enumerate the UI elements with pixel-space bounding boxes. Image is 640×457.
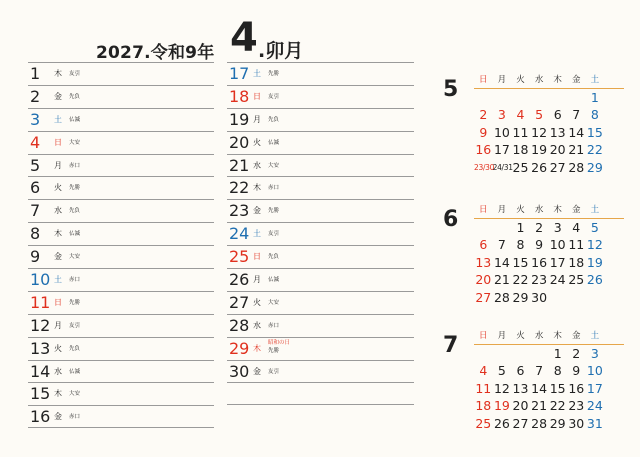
mini-day: 8 bbox=[590, 107, 599, 123]
day-number: 2 bbox=[30, 86, 41, 106]
mini-day: 1 bbox=[516, 220, 525, 235]
day-row bbox=[28, 268, 214, 291]
rokuyo-label: 赤口 bbox=[69, 162, 81, 169]
rokuyo-label: 友引 bbox=[268, 93, 280, 100]
mini-day bbox=[548, 289, 567, 306]
weekday-header-cell: 日 bbox=[479, 75, 488, 85]
mini-day bbox=[493, 345, 512, 362]
mini-day: 28 bbox=[568, 159, 585, 175]
mini-day: 21 bbox=[531, 398, 548, 414]
day-row bbox=[28, 337, 214, 360]
weekday-label: 金 bbox=[253, 206, 261, 216]
day-row bbox=[227, 62, 414, 85]
mini-day: 6 bbox=[479, 237, 488, 253]
mini-day: 4 bbox=[479, 363, 488, 379]
mini-day bbox=[530, 89, 549, 106]
weekday-header-cell: 月 bbox=[497, 205, 507, 215]
mini-day: 22 bbox=[549, 398, 566, 414]
mini-day bbox=[567, 89, 586, 106]
mini-day: 20 bbox=[512, 398, 529, 414]
mini-day: 17 bbox=[493, 142, 510, 158]
day-row bbox=[227, 176, 414, 199]
mini-grid bbox=[474, 330, 624, 432]
mini-week bbox=[474, 159, 624, 176]
mini-day bbox=[511, 89, 530, 106]
day-number: 4 bbox=[30, 132, 41, 152]
mini-day: 22 bbox=[586, 142, 603, 158]
mini-week bbox=[474, 236, 624, 253]
mini-day: 9 bbox=[572, 363, 581, 379]
mini-day: 24/31 bbox=[492, 162, 513, 172]
weekday-label: 木 bbox=[54, 229, 62, 239]
mini-day: 16 bbox=[568, 380, 585, 396]
mini-day: 2 bbox=[535, 220, 544, 235]
weekday-label: 火 bbox=[253, 137, 261, 147]
weekday-header-cell: 土 bbox=[590, 331, 600, 341]
weekday-label: 水 bbox=[54, 206, 62, 216]
day-number: 17 bbox=[229, 64, 250, 83]
weekday-label: 月 bbox=[253, 114, 261, 124]
mini-week bbox=[474, 271, 624, 288]
rokuyo-label: 大安 bbox=[69, 139, 81, 146]
weekday-label: 火 bbox=[54, 343, 62, 353]
mini-week bbox=[474, 397, 624, 414]
mini-day: 27 bbox=[475, 289, 492, 305]
day-list-left bbox=[28, 62, 214, 428]
weekday-label: 土 bbox=[54, 114, 62, 124]
day-number: 22 bbox=[229, 178, 250, 198]
mini-day: 30 bbox=[568, 415, 585, 431]
mini-day: 2 bbox=[479, 107, 488, 123]
mini-day: 29 bbox=[549, 415, 566, 431]
rokuyo-label: 仏滅 bbox=[268, 139, 280, 146]
rokuyo-label: 先負 bbox=[268, 116, 280, 123]
mini-day: 10 bbox=[549, 237, 566, 253]
day-number: 8 bbox=[30, 224, 41, 244]
weekday-header-cell: 月 bbox=[497, 75, 507, 85]
weekday-header-cell: 火 bbox=[516, 331, 525, 341]
rokuyo-label: 友引 bbox=[69, 71, 81, 77]
weekday-header bbox=[474, 74, 624, 89]
rokuyo-label: 友引 bbox=[69, 322, 81, 329]
weekday-header-cell: 木 bbox=[553, 331, 562, 341]
mini-week bbox=[474, 362, 624, 379]
mini-day: 27 bbox=[549, 159, 566, 175]
weekday-label: 金 bbox=[54, 91, 62, 101]
day-row bbox=[28, 154, 214, 177]
mini-day bbox=[586, 289, 605, 306]
weekday-header-cell: 水 bbox=[534, 331, 544, 341]
mini-week bbox=[474, 415, 624, 432]
weekday-label: 木 bbox=[253, 343, 261, 353]
mini-calendar-6 bbox=[440, 204, 610, 314]
mini-day: 9 bbox=[479, 124, 488, 140]
day-row bbox=[227, 360, 414, 383]
mini-month-number: 6 bbox=[443, 207, 459, 232]
weekday-label: 水 bbox=[253, 320, 261, 330]
mini-day: 4 bbox=[572, 220, 581, 235]
weekday-header-cell: 日 bbox=[479, 331, 488, 341]
day-row bbox=[227, 314, 414, 337]
weekday-label: 金 bbox=[54, 412, 62, 422]
mini-day: 28 bbox=[531, 415, 548, 431]
mini-day bbox=[548, 89, 567, 106]
mini-day: 11 bbox=[512, 124, 529, 140]
rokuyo-label: 先負 bbox=[69, 345, 81, 352]
mini-month-number: 7 bbox=[443, 333, 459, 358]
mini-week bbox=[474, 380, 624, 397]
mini-day bbox=[567, 289, 586, 306]
mini-day: 13 bbox=[549, 124, 566, 140]
mini-day: 26 bbox=[531, 159, 548, 175]
mini-day: 28 bbox=[493, 289, 510, 305]
weekday-label: 月 bbox=[54, 160, 62, 170]
mini-day: 10 bbox=[493, 124, 510, 140]
mini-day: 24 bbox=[586, 398, 603, 414]
day-number: 11 bbox=[30, 292, 51, 312]
mini-grid bbox=[474, 204, 624, 306]
weekday-label: 木 bbox=[54, 389, 62, 399]
mini-day bbox=[493, 89, 512, 106]
day-number: 15 bbox=[30, 384, 51, 404]
day-number: 21 bbox=[229, 155, 250, 175]
day-number: 18 bbox=[229, 86, 250, 106]
mini-day: 3 bbox=[590, 346, 599, 361]
mini-day: 16 bbox=[475, 142, 492, 158]
day-row bbox=[28, 382, 214, 405]
mini-day: 11 bbox=[475, 380, 492, 396]
weekday-header-cell: 金 bbox=[572, 205, 581, 215]
mini-day: 29 bbox=[586, 159, 603, 175]
day-number: 9 bbox=[30, 247, 41, 267]
weekday-label: 土 bbox=[253, 69, 261, 78]
day-number: 10 bbox=[30, 270, 51, 290]
rokuyo-label: 大安 bbox=[69, 391, 81, 398]
empty-row bbox=[227, 382, 414, 405]
mini-day: 10 bbox=[586, 363, 603, 379]
day-number: 3 bbox=[30, 109, 41, 129]
rokuyo-label: 赤口 bbox=[268, 322, 280, 329]
mini-day: 21 bbox=[493, 272, 510, 288]
weekday-header-cell: 金 bbox=[572, 331, 581, 341]
rokuyo-label: 先負 bbox=[268, 254, 280, 261]
mini-day: 19 bbox=[586, 254, 603, 270]
rokuyo-label: 先負 bbox=[69, 93, 81, 100]
day-list-right bbox=[227, 62, 414, 405]
mini-day: 13 bbox=[475, 254, 492, 270]
mini-day: 18 bbox=[475, 398, 492, 414]
holiday-label: 昭和の日 bbox=[268, 339, 291, 346]
mini-day: 17 bbox=[586, 380, 603, 396]
weekday-header-cell: 月 bbox=[497, 331, 507, 341]
rokuyo-label: 仏滅 bbox=[268, 277, 280, 284]
day-row bbox=[28, 222, 214, 245]
rokuyo-label: 仏滅 bbox=[69, 116, 81, 123]
mini-week bbox=[474, 219, 624, 236]
day-row bbox=[227, 291, 414, 314]
mini-week bbox=[474, 254, 624, 271]
mini-day: 2 bbox=[572, 346, 581, 361]
day-number: 19 bbox=[229, 109, 250, 129]
mini-month-number: 5 bbox=[443, 77, 459, 102]
day-row bbox=[227, 337, 414, 360]
mini-day: 23 bbox=[568, 398, 585, 414]
day-row bbox=[227, 268, 414, 291]
mini-day: 18 bbox=[568, 254, 585, 270]
weekday-label: 日 bbox=[54, 137, 62, 147]
rokuyo-label: 赤口 bbox=[268, 185, 280, 192]
mini-day: 4 bbox=[516, 107, 525, 123]
mini-day: 22 bbox=[512, 272, 529, 288]
weekday-header-cell: 火 bbox=[516, 75, 525, 85]
weekday-header-cell: 土 bbox=[590, 205, 600, 215]
mini-day: 20 bbox=[475, 272, 492, 288]
weekday-label: 木 bbox=[253, 183, 261, 193]
mini-day: 25 bbox=[475, 415, 492, 431]
day-row bbox=[227, 108, 414, 131]
weekday-label: 月 bbox=[253, 275, 261, 285]
day-row bbox=[227, 85, 414, 108]
day-row bbox=[227, 154, 414, 177]
day-number: 24 bbox=[229, 224, 250, 244]
day-number: 5 bbox=[30, 155, 41, 175]
mini-day: 3 bbox=[497, 107, 506, 123]
mini-day: 12 bbox=[531, 124, 548, 140]
mini-day: 15 bbox=[586, 124, 603, 140]
day-number: 7 bbox=[30, 201, 41, 221]
mini-day: 26 bbox=[586, 272, 603, 288]
weekday-header-cell: 水 bbox=[534, 205, 544, 215]
mini-day: 3 bbox=[553, 220, 562, 235]
mini-day: 30 bbox=[531, 289, 548, 305]
day-row bbox=[28, 62, 214, 85]
rokuyo-label: 先勝 bbox=[69, 185, 81, 192]
day-number: 25 bbox=[229, 247, 250, 267]
rokuyo-label: 仏滅 bbox=[69, 231, 81, 238]
weekday-header bbox=[474, 204, 624, 219]
mini-day: 19 bbox=[531, 142, 548, 158]
weekday-label: 水 bbox=[253, 160, 261, 170]
mini-day: 7 bbox=[535, 363, 544, 379]
mini-day: 5 bbox=[590, 220, 599, 235]
mini-day: 23/30 bbox=[474, 162, 495, 172]
rokuyo-label: 赤口 bbox=[69, 277, 81, 284]
mini-day: 8 bbox=[553, 363, 562, 379]
rokuyo-label: 友引 bbox=[268, 368, 280, 375]
mini-day: 31 bbox=[586, 415, 603, 431]
mini-day: 1 bbox=[553, 346, 562, 361]
day-row bbox=[28, 176, 214, 199]
mini-day: 1 bbox=[590, 90, 599, 105]
day-number: 1 bbox=[30, 64, 41, 83]
weekday-header bbox=[474, 330, 624, 345]
mini-grid bbox=[474, 74, 624, 176]
mini-day bbox=[474, 89, 493, 106]
rokuyo-label: 大安 bbox=[268, 162, 280, 169]
day-row bbox=[28, 199, 214, 222]
day-number: 6 bbox=[30, 178, 41, 198]
mini-day: 13 bbox=[512, 380, 529, 396]
day-number: 13 bbox=[30, 338, 51, 358]
day-number: 16 bbox=[30, 407, 51, 427]
day-row bbox=[227, 131, 414, 154]
mini-day: 15 bbox=[512, 254, 529, 270]
day-row bbox=[28, 131, 214, 154]
month-number: 4 bbox=[230, 15, 258, 61]
rokuyo-label: 大安 bbox=[268, 299, 280, 306]
mini-day bbox=[493, 219, 512, 236]
mini-day bbox=[474, 345, 493, 362]
year-label: 2027.令和9年 bbox=[96, 43, 215, 63]
day-row bbox=[28, 314, 214, 337]
mini-day: 25 bbox=[512, 159, 529, 175]
mini-day: 18 bbox=[512, 142, 529, 158]
mini-day: 15 bbox=[549, 380, 566, 396]
mini-week bbox=[474, 89, 624, 106]
rokuyo-label: 先勝 bbox=[69, 299, 81, 306]
weekday-header-cell: 木 bbox=[553, 75, 562, 85]
mini-day: 16 bbox=[531, 254, 548, 270]
month-name: .卯月 bbox=[258, 40, 304, 62]
day-row bbox=[28, 85, 214, 108]
day-number: 30 bbox=[229, 361, 250, 381]
rokuyo-label: 大安 bbox=[69, 254, 81, 261]
day-row bbox=[227, 222, 414, 245]
weekday-header-cell: 火 bbox=[516, 205, 525, 215]
mini-day: 19 bbox=[493, 398, 510, 414]
mini-day bbox=[511, 345, 530, 362]
mini-day: 14 bbox=[568, 124, 585, 140]
rokuyo-label: 先勝 bbox=[268, 208, 280, 215]
mini-day bbox=[530, 345, 549, 362]
weekday-header-cell: 木 bbox=[553, 205, 562, 215]
rokuyo-label: 先勝 bbox=[268, 71, 280, 77]
day-row bbox=[227, 199, 414, 222]
day-row bbox=[28, 360, 214, 383]
day-number: 20 bbox=[229, 132, 250, 152]
day-number: 27 bbox=[229, 292, 250, 312]
weekday-header-cell: 土 bbox=[590, 75, 600, 85]
mini-day: 7 bbox=[572, 107, 581, 123]
mini-day: 14 bbox=[531, 380, 548, 396]
weekday-label: 土 bbox=[54, 275, 62, 285]
mini-day: 12 bbox=[586, 237, 603, 253]
mini-week bbox=[474, 141, 624, 158]
rokuyo-label: 赤口 bbox=[69, 414, 81, 421]
weekday-label: 木 bbox=[54, 69, 62, 78]
rokuyo-label: 仏滅 bbox=[69, 368, 81, 375]
mini-day: 14 bbox=[493, 254, 510, 270]
mini-day: 26 bbox=[493, 415, 510, 431]
mini-calendar-5 bbox=[440, 74, 610, 184]
mini-day: 17 bbox=[549, 254, 566, 270]
day-number: 12 bbox=[30, 315, 51, 335]
mini-day: 5 bbox=[497, 363, 506, 379]
mini-day: 5 bbox=[535, 107, 544, 123]
mini-day: 21 bbox=[568, 142, 585, 158]
mini-day: 7 bbox=[497, 237, 506, 253]
weekday-label: 金 bbox=[54, 252, 62, 262]
rokuyo-label: 先勝 bbox=[268, 347, 280, 354]
mini-day: 20 bbox=[549, 142, 566, 158]
day-row bbox=[28, 291, 214, 314]
weekday-label: 月 bbox=[54, 320, 62, 330]
rokuyo-label: 友引 bbox=[268, 231, 280, 238]
mini-day: 9 bbox=[535, 237, 544, 253]
weekday-label: 火 bbox=[253, 297, 261, 307]
day-row bbox=[28, 405, 214, 428]
mini-day: 8 bbox=[516, 237, 525, 253]
weekday-label: 日 bbox=[54, 297, 62, 307]
mini-day: 6 bbox=[516, 363, 525, 379]
day-row bbox=[227, 245, 414, 268]
mini-week bbox=[474, 289, 624, 306]
weekday-header-cell: 水 bbox=[534, 75, 544, 85]
weekday-label: 日 bbox=[253, 252, 261, 262]
mini-day: 6 bbox=[553, 107, 562, 123]
mini-day: 24 bbox=[549, 272, 566, 288]
weekday-header-cell: 金 bbox=[572, 75, 581, 85]
mini-day: 23 bbox=[531, 272, 548, 288]
mini-day bbox=[474, 219, 493, 236]
day-number: 14 bbox=[30, 361, 51, 381]
weekday-label: 日 bbox=[253, 91, 261, 101]
weekday-label: 火 bbox=[54, 183, 62, 193]
mini-day: 29 bbox=[512, 289, 529, 305]
rokuyo-label: 先負 bbox=[69, 208, 81, 215]
day-row bbox=[28, 108, 214, 131]
day-row bbox=[28, 245, 214, 268]
day-number: 23 bbox=[229, 201, 250, 221]
weekday-label: 土 bbox=[253, 229, 261, 239]
weekday-label: 金 bbox=[253, 366, 261, 376]
mini-week bbox=[474, 106, 624, 123]
mini-day: 12 bbox=[493, 380, 510, 396]
day-number: 28 bbox=[229, 315, 250, 335]
mini-day: 11 bbox=[568, 237, 585, 253]
mini-week bbox=[474, 124, 624, 141]
day-number: 29 bbox=[229, 338, 250, 358]
mini-calendar-7 bbox=[440, 330, 610, 440]
weekday-label: 水 bbox=[54, 366, 62, 376]
weekday-header-cell: 日 bbox=[479, 205, 488, 215]
mini-day: 25 bbox=[568, 272, 585, 288]
mini-day: 27 bbox=[512, 415, 529, 431]
mini-week bbox=[474, 345, 624, 362]
day-number: 26 bbox=[229, 270, 250, 290]
